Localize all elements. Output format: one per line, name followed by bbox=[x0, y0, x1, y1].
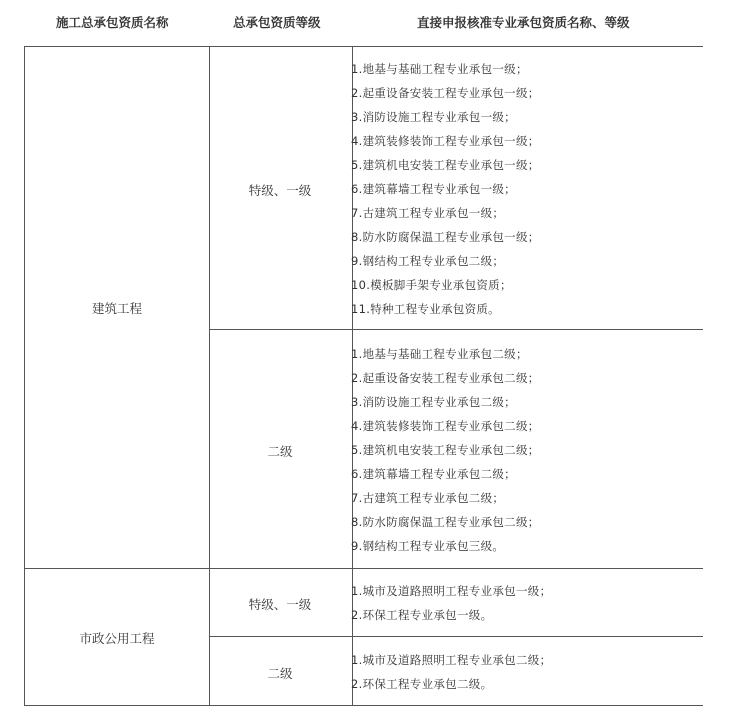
level-label: 二级 bbox=[267, 666, 293, 681]
header-contract-level: 总承包资质等级 bbox=[233, 15, 321, 30]
list-item: 8.防水防腐保温工程专业承包一级； bbox=[351, 230, 540, 244]
qualification-table bbox=[24, 0, 703, 706]
list-item: 1.地基与基础工程专业承包一级； bbox=[351, 62, 528, 76]
header-direct-specialty: 直接申报核准专业承包资质名称、等级 bbox=[417, 15, 630, 30]
list-item: 9.钢结构工程专业承包二级； bbox=[351, 254, 505, 268]
specialty-list bbox=[351, 579, 551, 627]
column-divider bbox=[24, 46, 25, 706]
list-item: 10.模板脚手架专业承包资质； bbox=[351, 278, 512, 292]
category-building-engineering: 建筑工程 bbox=[91, 301, 143, 316]
list-item: 11.特种工程专业承包资质。 bbox=[351, 302, 500, 316]
header-qualification-name: 施工总承包资质名称 bbox=[56, 15, 169, 30]
list-item: 1.城市及道路照明工程专业承包一级； bbox=[351, 584, 552, 598]
list-item: 7.古建筑工程专业承包一级； bbox=[351, 206, 505, 220]
list-item: 2.起重设备安装工程专业承包二级； bbox=[351, 371, 540, 385]
category-municipal-engineering: 市政公用工程 bbox=[79, 631, 155, 646]
list-item: 1.城市及道路照明工程专业承包二级； bbox=[351, 653, 552, 667]
list-item: 7.古建筑工程专业承包二级； bbox=[351, 491, 505, 505]
list-item: 2.起重设备安装工程专业承包一级； bbox=[351, 86, 540, 100]
level-label: 特级、一级 bbox=[248, 183, 312, 198]
list-item: 5.建筑机电安装工程专业承包一级； bbox=[351, 158, 540, 172]
specialty-list bbox=[351, 648, 551, 696]
column-divider bbox=[209, 46, 210, 706]
list-item: 3.消防设施工程专业承包二级； bbox=[351, 395, 516, 409]
list-item: 2.环保工程专业承包二级。 bbox=[351, 677, 493, 691]
list-item: 4.建筑装修装饰工程专业承包一级； bbox=[351, 134, 540, 148]
list-item: 3.消防设施工程专业承包一级； bbox=[351, 110, 516, 124]
list-item: 6.建筑幕墙工程专业承包一级； bbox=[351, 182, 516, 196]
level-label: 二级 bbox=[267, 444, 293, 459]
list-item: 5.建筑机电安装工程专业承包二级； bbox=[351, 443, 540, 457]
list-item: 6.建筑幕墙工程专业承包二级； bbox=[351, 467, 516, 481]
header-bottom-rule bbox=[24, 46, 703, 47]
table-bottom-rule bbox=[24, 705, 703, 706]
row-divider bbox=[209, 636, 703, 637]
specialty-list bbox=[351, 342, 540, 558]
row-divider bbox=[24, 568, 703, 569]
list-item: 1.地基与基础工程专业承包二级； bbox=[351, 347, 528, 361]
row-divider bbox=[209, 329, 703, 330]
list-item: 4.建筑装修装饰工程专业承包二级； bbox=[351, 419, 540, 433]
list-item: 9.钢结构工程专业承包三级。 bbox=[351, 539, 505, 553]
specialty-list bbox=[351, 57, 540, 321]
list-item: 8.防水防腐保温工程专业承包二级； bbox=[351, 515, 540, 529]
list-item: 2.环保工程专业承包一级。 bbox=[351, 608, 493, 622]
level-label: 特级、一级 bbox=[248, 597, 312, 612]
